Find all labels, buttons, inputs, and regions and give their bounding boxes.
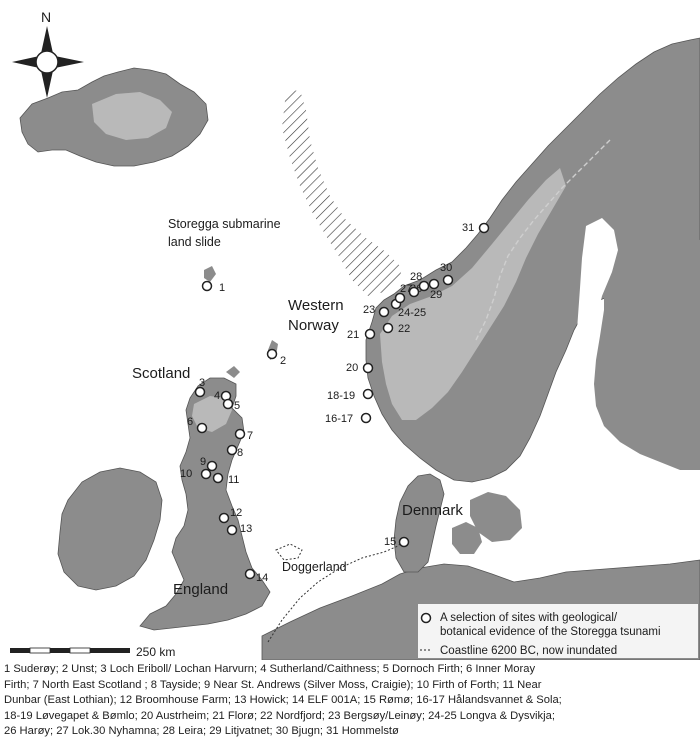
site-label: 24-25 — [398, 307, 427, 319]
orkney-islands — [226, 366, 240, 378]
site-marker — [347, 329, 375, 341]
site-label: 4 — [214, 390, 221, 402]
scale-bar — [10, 645, 175, 659]
site-point — [220, 514, 229, 523]
scotland-label: Scotland — [132, 365, 191, 382]
site-point — [400, 538, 409, 547]
site-point — [380, 308, 389, 317]
site-point — [228, 526, 237, 535]
site-point — [203, 282, 212, 291]
scale-label: 250 km — [136, 645, 176, 659]
site-point — [480, 224, 489, 233]
site-label: 23 — [363, 304, 376, 316]
site-marker — [327, 390, 373, 403]
site-label: 30 — [440, 262, 453, 274]
site-point — [364, 390, 373, 399]
site-point — [430, 280, 439, 289]
denmark-landmass — [394, 474, 444, 572]
legend-sites-line2: botanical evidence of the Storegga tsunami — [440, 626, 661, 638]
site-label: 9 — [200, 456, 207, 468]
site-label: 5 — [234, 400, 241, 412]
western-norway-label-line1: Western — [288, 297, 344, 314]
caption-line-4: 18-19 Løvegapet & Bømlo; 20 Austrheim; 21 Florø; 22 Nordfjord; 23 Bergsøy/Leinøy; 24-25 Longva & Dysvikja; — [4, 709, 555, 722]
site-label: 10 — [180, 468, 193, 480]
site-point — [236, 430, 245, 439]
site-label: 6 — [187, 416, 194, 428]
site-label: 22 — [398, 323, 411, 335]
site-label: 15 — [384, 536, 397, 548]
site-marker — [346, 362, 373, 374]
site-point — [228, 446, 237, 455]
site-point — [268, 350, 277, 359]
legend-coastline-label: Coastline 6200 BC, now inundated — [440, 645, 618, 657]
site-label: 3 — [199, 377, 206, 389]
figure-caption — [4, 662, 694, 740]
site-point — [224, 400, 233, 409]
site-point — [246, 570, 255, 579]
site-label: 14 — [256, 572, 269, 584]
caption-line-3: Dunbar (East Lothian); 12 Broomhouse Farm; 13 Howick; 14 ELF 001A; 15 Rømø; 16-17 Hålandsvannet & Sola; — [4, 694, 562, 707]
compass-north-label: N — [40, 9, 52, 25]
site-label: 7 — [247, 430, 254, 442]
ireland-landmass — [58, 468, 162, 590]
england-label: England — [173, 581, 229, 598]
site-point — [366, 330, 375, 339]
site-point — [202, 470, 211, 479]
site-label: 21 — [347, 329, 360, 341]
storegga-label-line1: Storegga submarine — [168, 217, 281, 231]
site-label: 18-19 — [327, 390, 356, 402]
site-point — [444, 276, 453, 285]
site-label: 20 — [346, 362, 359, 374]
site-label: 8 — [237, 447, 244, 459]
site-point — [198, 424, 207, 433]
site-label: 16-17 — [325, 413, 354, 425]
site-point — [364, 364, 373, 373]
site-marker — [462, 222, 489, 234]
site-label: 12 — [230, 507, 243, 519]
legend-sites-line1: A selection of sites with geological/ — [440, 612, 618, 624]
site-point — [384, 324, 393, 333]
doggerland-label: Doggerland — [282, 560, 347, 574]
compass-rose — [12, 9, 84, 98]
caption-line-1: 1 Suderøy; 2 Unst; 3 Loch Eriboll/ Lochan Harvurn; 4 Sutherland/Caithness; 5 Dornoch Firth; 6 Inner Moray — [4, 663, 536, 675]
storegga-slide-area — [282, 90, 402, 296]
caption-line-2: Firth; 7 North East Scotland ; 8 Tayside; 9 Near St. Andrews (Silver Moss, Craigie); 10 Firth of Forth; 11 Near — [4, 678, 542, 691]
site-label: 1 — [219, 282, 226, 294]
site-label: 2 — [280, 355, 287, 367]
site-label: 27 — [400, 283, 413, 295]
storegga-label-line2: land slide — [168, 235, 221, 249]
site-label: 31 — [462, 222, 475, 234]
caption-line-5: 26 Harøy; 27 Lok.30 Nyhamna; 28 Leira; 29 Litjvatnet; 30 Bjugn; 31 Hommelstø — [4, 725, 399, 738]
legend — [418, 604, 698, 658]
legend-site-symbol — [422, 614, 431, 623]
site-point — [208, 462, 217, 471]
site-label: 29 — [430, 289, 443, 301]
denmark-label: Denmark — [402, 502, 463, 519]
site-label: 11 — [228, 474, 240, 486]
faroe-islands — [204, 266, 216, 282]
site-point — [214, 474, 223, 483]
site-marker — [325, 413, 371, 425]
doggerbank-island — [276, 544, 302, 560]
western-norway-label-line2: Norway — [288, 317, 339, 334]
site-label: 13 — [240, 523, 253, 535]
site-point — [362, 414, 371, 423]
site-label: 28 — [410, 271, 423, 283]
site-marker — [203, 282, 226, 295]
site-marker — [268, 350, 287, 368]
site-marker — [196, 377, 206, 397]
